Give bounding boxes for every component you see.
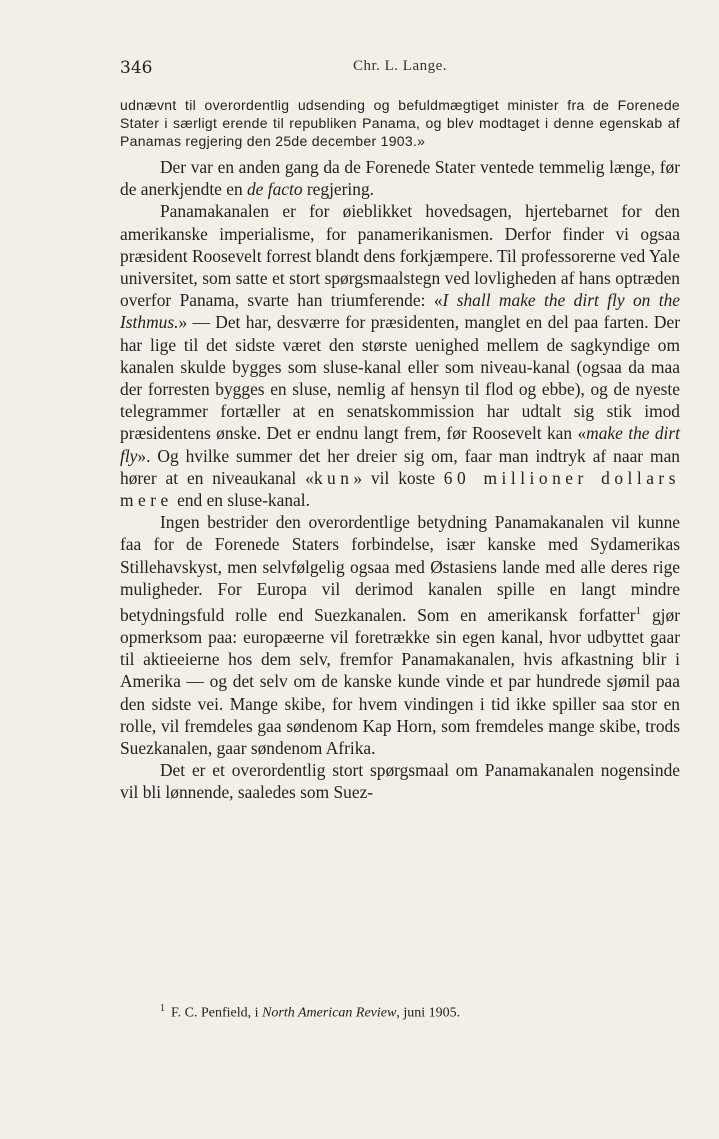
text-run: Ingen bestrider den overordentlige betydning Panamakanalen vil kunne faa for de Forenede Staters forbindelse, især kanske med Sydamerikas Stillehavskyst, men selvfølgelig ogsaa med Østasiens lande med alle deres rige muligheder. For Europa vil derimod kanalen spille en langt mindre betydningsfuld rolle end Suezkanalen. Som en amerikansk forfatter (120, 512, 680, 625)
paragraph-3 (120, 511, 680, 759)
footnote-mark: 1 (160, 1003, 165, 1014)
italic-quote: make the dirt fly (120, 423, 680, 466)
italic-term: de facto (246, 179, 303, 200)
paragraph-2 (120, 200, 680, 511)
paragraph-1 (120, 156, 680, 200)
page-number: 346 (120, 58, 153, 78)
spaced-emphasis: 60 millioner dollars mere (120, 467, 680, 511)
italic-quote: I shall make the dirt fly on the Isthmus. (120, 290, 680, 333)
text-run: regjering. (302, 179, 374, 200)
text-run: Det er et overordentlig stort spørgsmaal om Panamakanalen nogensinde vil bli lønnende, saaledes som Suez- (120, 760, 680, 803)
body-text (120, 96, 680, 804)
text-run: end en sluse-kanal. (172, 490, 310, 511)
spaced-emphasis: kun (313, 467, 354, 488)
text-run: Der var en anden gang da de Forenede Stater ventede temmelig længe, før de anerkjendte en (120, 157, 680, 200)
text-run: » — Det har, desværre for præsidenten, manglet en del paa farten. Der har lige til det sidste været den største uenighed mellem de sagkyndige om kanalen skulde bygges som sluse-kanal eller som niveau-kanal (ogsaa da maa der forresten bygges en sluse, nemlig af hensyn til flod og ebbe), og de nyeste telegrammer fortæller at en senatskommission har udtalt sig stik imod præsidentens ønske. Det er endnu langt frem, før Roosevelt kan « (120, 312, 680, 444)
text-run: , juni 1905. (396, 1005, 461, 1021)
quoted-passage: udnævnt til overordentlig udsending og befuldmægtiget minister fra de Forenede Stater i særligt erende til republiken Panama, og blev modtaget i denne egenskab af Panamas regjering den 25de december 1903.» (120, 97, 680, 149)
running-head: Chr. L. Lange. (352, 58, 448, 74)
footnote-reference: 1 (635, 605, 642, 618)
text-run: F. C. Penfield, i (171, 1005, 263, 1021)
text-run: Panamakanalen er for øieblikket hovedsagen, hjertebarnet for den amerikanske imperialisme, for panamerikanismen. Derfor finder vi ogsaa præsident Roosevelt forrest blandt dens forkjæmpere. Til professorerne ved Yale universitet, som satte et stort spørgsmaalstegn ved lovligheden af hans optræden overfor Panama, svarte han triumferende: « (120, 201, 680, 311)
text-run: gjør opmerksom paa: europæerne vil foretrække sin egen kanal, hvor udbyttet gaar til aktieeierne hos dem selv, fremfor Panamakanalen, hvis afkastning blir i Amerika — og det selv om de kanske kunde vinde et par hundrede sjømil paa den sidste vei. Mange skibe, for hvem vindingen i tid ikke spiller saa stor en rolle, vil fremdeles gaa søndenom Kap Horn, som fremdeles mange skibe, trods Suezkanalen, gaar søndenom Afrika. (120, 604, 680, 759)
page-header (120, 58, 680, 82)
italic-title: North American Review (262, 1005, 397, 1021)
footnote (160, 1000, 680, 1023)
text-run: ». Og hvilke summer det her dreier sig om, faar man indtryk af naar man hører at en niveaukanal « (120, 445, 680, 488)
paragraph-4 (120, 759, 680, 803)
text-run: » vil koste (353, 467, 444, 488)
